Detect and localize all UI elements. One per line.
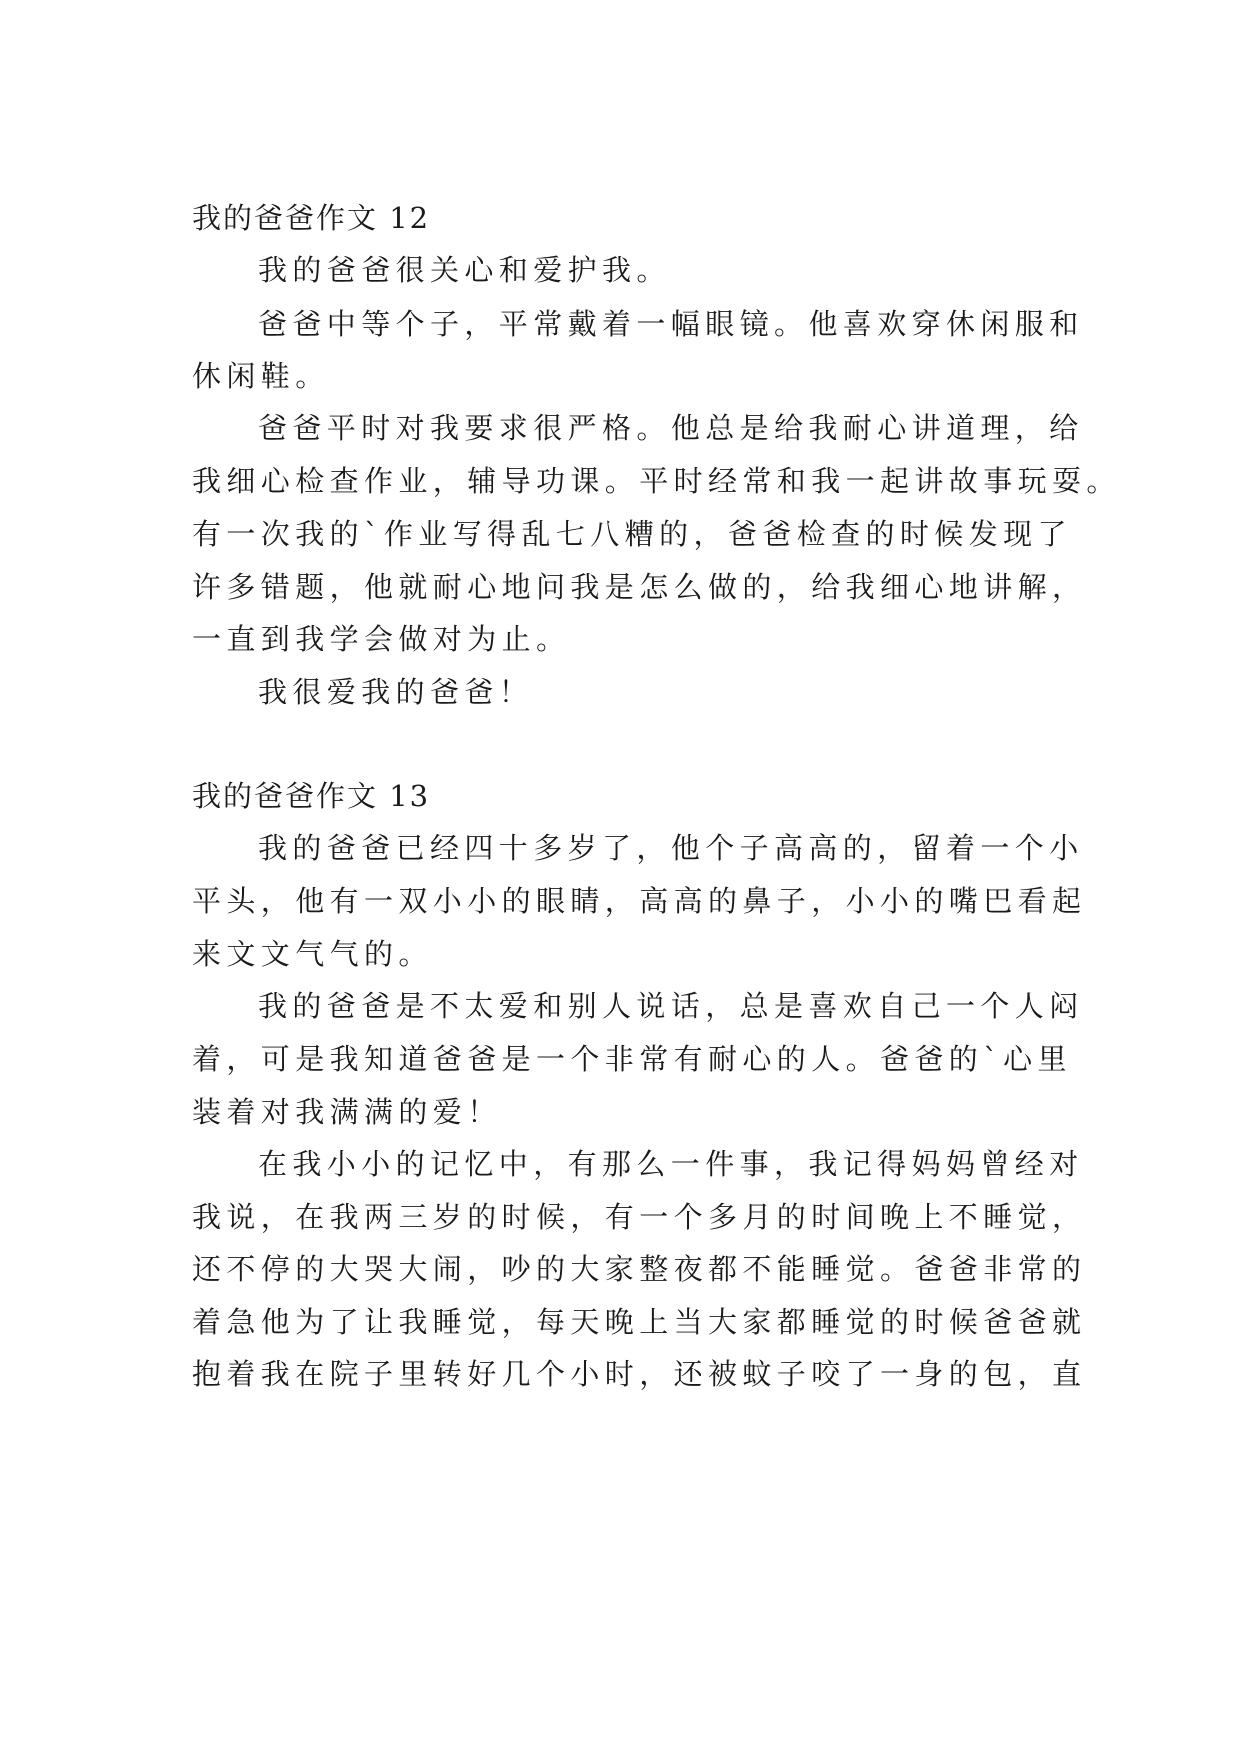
paragraph-line: 我的爸爸已经四十多岁了，他个子高高的，留着一个小 bbox=[258, 831, 1084, 865]
paragraph-line: 着，可是我知道爸爸是一个非常有耐心的人。爸爸的`心里 bbox=[192, 1042, 1072, 1076]
paragraph-line: 我细心检查作业，辅导功课。平时经常和我一起讲故事玩耍。 bbox=[192, 464, 1121, 498]
paragraph-line: 有一次我的`作业写得乱七八糟的，爸爸检查的时候发现了 bbox=[192, 517, 1072, 551]
paragraph-line: 我说，在我两三岁的时候，有一个多月的时间晚上不睡觉， bbox=[192, 1200, 1087, 1234]
paragraph-line: 我很爱我的爸爸！ bbox=[258, 675, 534, 709]
paragraph-line: 在我小小的记忆中，有那么一件事，我记得妈妈曾经对 bbox=[258, 1147, 1084, 1181]
paragraph-line: 平头，他有一双小小的眼睛，高高的鼻子，小小的嘴巴看起 bbox=[192, 884, 1087, 918]
paragraph-line: 来文文气气的。 bbox=[192, 937, 433, 971]
essay-title-12: 我的爸爸作文 12 bbox=[192, 201, 431, 235]
paragraph-line: 一直到我学会做对为止。 bbox=[192, 622, 571, 656]
paragraph-line: 着急他为了让我睡觉，每天晚上当大家都睡觉的时候爸爸就 bbox=[192, 1305, 1087, 1339]
paragraph-line: 我的爸爸是不太爱和别人说话，总是喜欢自己一个人闷 bbox=[258, 989, 1084, 1023]
paragraph-line: 还不停的大哭大闹，吵的大家整夜都不能睡觉。爸爸非常的 bbox=[192, 1252, 1087, 1286]
paragraph-line: 抱着我在院子里转好几个小时，还被蚊子咬了一身的包，直 bbox=[192, 1357, 1087, 1391]
paragraph-line: 我的爸爸很关心和爱护我。 bbox=[258, 253, 671, 287]
paragraph-line: 休闲鞋。 bbox=[192, 359, 330, 393]
paragraph-line: 爸爸平时对我要求很严格。他总是给我耐心讲道理，给 bbox=[258, 411, 1084, 445]
paragraph-line: 装着对我满满的爱！ bbox=[192, 1095, 502, 1129]
essay-title-13: 我的爸爸作文 13 bbox=[192, 779, 431, 813]
paragraph-line: 爸爸中等个子，平常戴着一幅眼镜。他喜欢穿休闲服和 bbox=[258, 307, 1084, 341]
paragraph-line: 许多错题，他就耐心地问我是怎么做的，给我细心地讲解， bbox=[192, 570, 1087, 604]
